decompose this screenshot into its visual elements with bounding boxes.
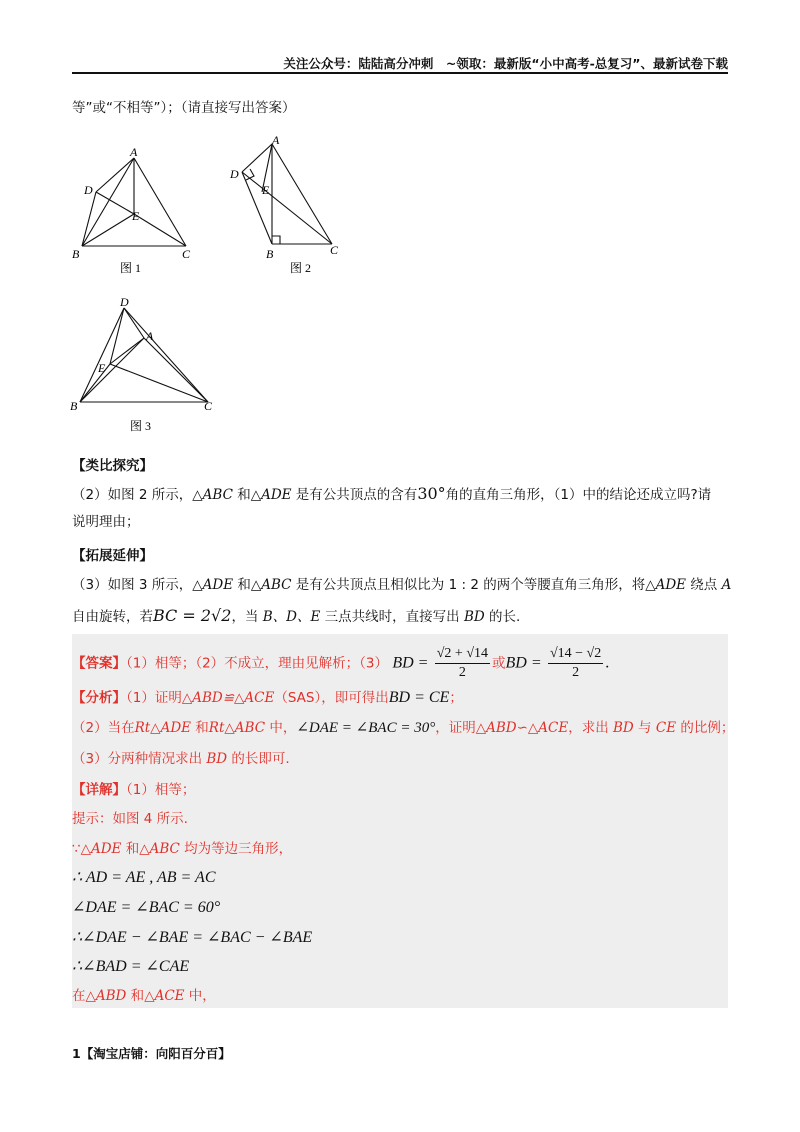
an-2g: ，证明 bbox=[435, 720, 476, 736]
an-2k: 与 bbox=[633, 720, 656, 736]
detail-0: （1）相等； bbox=[126, 782, 196, 798]
s1-and: 和 bbox=[232, 487, 251, 503]
detail-line6: ∴∠BAD = ∠CAE bbox=[72, 958, 190, 975]
d2b: △ADE bbox=[80, 841, 122, 857]
s2-bc: BC = 2√2 bbox=[153, 606, 232, 625]
d2a: ∵ bbox=[72, 841, 81, 857]
detail-line3: ∴ AD = AE , AB = AC bbox=[72, 869, 216, 886]
an-2l: CE bbox=[655, 720, 677, 736]
an-2m: 的比例； bbox=[676, 720, 735, 736]
frac1-numerator: √2 + √14 bbox=[435, 645, 490, 664]
s2-point-a: A bbox=[721, 577, 732, 593]
section-title-extension: 【拓展延伸】 bbox=[72, 548, 153, 564]
fig1-label-c: C bbox=[182, 247, 191, 261]
answer-tag: 【答案】 bbox=[72, 655, 126, 672]
detail-line4: ∠DAE = ∠BAC = 60° bbox=[72, 899, 221, 916]
s2-tri-abc: △ABC bbox=[250, 577, 292, 593]
answer-bd1: BD = bbox=[392, 654, 429, 672]
detail-line7 bbox=[72, 986, 216, 1006]
an-1b: △ABD≌△ACE bbox=[181, 690, 275, 706]
fig2-caption: 图 2 bbox=[290, 261, 312, 275]
detail-line5: ∴∠DAE − ∠BAE = ∠BAC − ∠BAE bbox=[72, 929, 313, 946]
an-2f: ∠DAE = ∠BAC = 30° bbox=[296, 720, 436, 736]
intro-line: 等”或“不相等”）；（请直接写出答案） bbox=[72, 100, 296, 116]
answer-end: . bbox=[605, 654, 610, 672]
fig1-label-d: D bbox=[84, 183, 93, 197]
fig2-label-c: C bbox=[330, 243, 339, 257]
d2d: △ABC bbox=[139, 841, 180, 857]
section2-line1 bbox=[72, 575, 731, 595]
s1-angle: 30° bbox=[417, 484, 446, 503]
section2-line2 bbox=[72, 606, 520, 627]
an-3c: 的长即可. bbox=[227, 751, 290, 767]
an-2b: Rt△ADE bbox=[134, 720, 191, 736]
an-3a: （3）分两种情况求出 bbox=[72, 751, 207, 767]
an-2h: △ABD∽△ACE bbox=[475, 720, 569, 736]
an-2i: ，求出 bbox=[568, 720, 614, 736]
fig3-label-d: D bbox=[120, 295, 129, 309]
detail-line1: 提示：如图 4 所示. bbox=[72, 811, 188, 827]
analysis-line1 bbox=[72, 688, 463, 708]
answer-bd2: BD = bbox=[505, 654, 542, 672]
fig3-label-e: E bbox=[98, 361, 106, 375]
detail-line0 bbox=[72, 780, 195, 800]
page-footer: 1【淘宝店铺：向阳百分百】 bbox=[72, 1046, 231, 1061]
s2-rot: 绕点 bbox=[686, 577, 722, 593]
fig2-label-a: A bbox=[272, 134, 280, 147]
s1-tri-ade: △ADE bbox=[250, 487, 292, 503]
analysis-tag: 【分析】 bbox=[72, 690, 126, 706]
an-1d: BD = CE bbox=[388, 689, 450, 706]
s2-free: 自由旋转，若 bbox=[72, 609, 153, 625]
an-2d: Rt△ABC bbox=[208, 720, 266, 736]
s2-bd: BD bbox=[463, 609, 485, 625]
s2-len: 的长. bbox=[484, 609, 521, 625]
page-header: 关注公众号：陆陆高分冲刺 ~领取：最新版“小中高考-总复习”、最新试卷下载 bbox=[283, 56, 728, 71]
answer-frac2 bbox=[548, 645, 603, 682]
fig3-label-c: C bbox=[204, 399, 213, 413]
an-2c: 和 bbox=[191, 720, 209, 736]
section-title-analogy: 【类比探究】 bbox=[72, 458, 153, 474]
fig1-label-b: B bbox=[72, 247, 80, 261]
d2c: 和 bbox=[121, 841, 140, 857]
fig1-label-a: A bbox=[130, 145, 138, 159]
answer-line bbox=[72, 645, 609, 681]
detail-tag: 【详解】 bbox=[72, 782, 126, 798]
s1-text: （2）如图 2 所示， bbox=[72, 487, 193, 503]
figure-3 bbox=[66, 294, 226, 436]
s2-tri-ade-2: △ADE bbox=[645, 577, 687, 593]
s2-tri-ade: △ADE bbox=[192, 577, 234, 593]
section1-line2: 说明理由； bbox=[72, 514, 140, 530]
fig3-label-b: B bbox=[70, 399, 78, 413]
an-1a: （1）证明 bbox=[126, 690, 182, 706]
fig1-label-e: E bbox=[132, 209, 140, 223]
section1-line1 bbox=[72, 484, 711, 505]
fig2-label-d: D bbox=[230, 167, 239, 181]
figure-2 bbox=[226, 134, 356, 280]
d2e: 均为等边三角形， bbox=[179, 841, 293, 857]
fig2-label-b: B bbox=[266, 247, 274, 261]
answer-text: （1）相等；（2）不成立，理由见解析；（3） bbox=[126, 655, 389, 672]
analysis-line3 bbox=[72, 749, 290, 769]
d7e: 中， bbox=[184, 988, 216, 1004]
header-rule bbox=[72, 72, 728, 74]
frac2-denominator: 2 bbox=[572, 665, 580, 680]
fig2-label-e: E bbox=[262, 183, 270, 197]
an-2a: （2）当在 bbox=[72, 720, 135, 736]
s1-tri-abc: △ABC bbox=[192, 487, 233, 503]
frac1-denominator: 2 bbox=[458, 665, 466, 680]
an-1e: ； bbox=[449, 690, 463, 706]
s1-rest: 角的直角三角形，（1）中的结论还成立吗?请 bbox=[445, 487, 712, 503]
s2-text: （3）如图 3 所示， bbox=[72, 577, 193, 593]
figure-1 bbox=[68, 140, 198, 280]
an-2e: 中， bbox=[265, 720, 297, 736]
s2-bde: B、D、E bbox=[262, 609, 321, 625]
answer-or: 或 bbox=[492, 655, 506, 672]
d7d: △ACE bbox=[144, 988, 185, 1004]
an-1c: （SAS），即可得出 bbox=[274, 690, 389, 706]
frac2-numerator: √14 − √2 bbox=[548, 645, 603, 664]
s1-desc: 是有公共顶点的含有 bbox=[291, 487, 418, 503]
s2-when: ，当 bbox=[231, 609, 263, 625]
answer-frac1 bbox=[435, 645, 490, 682]
fig1-caption: 图 1 bbox=[120, 261, 142, 275]
s2-desc: 是有公共顶点且相似比为 1 : 2 的两个等腰直角三角形，将 bbox=[291, 577, 646, 593]
d7b: △ABD bbox=[85, 988, 127, 1004]
d7a: 在 bbox=[72, 988, 86, 1004]
s2-collinear: 三点共线时，直接写出 bbox=[320, 609, 464, 625]
detail-line2 bbox=[72, 839, 292, 859]
fig3-caption: 图 3 bbox=[130, 419, 152, 433]
d7c: 和 bbox=[126, 988, 145, 1004]
an-2j: BD bbox=[613, 720, 634, 736]
analysis-line2 bbox=[72, 718, 734, 738]
s2-and: 和 bbox=[233, 577, 251, 593]
fig3-label-a: A bbox=[146, 329, 154, 343]
an-3b: BD bbox=[206, 751, 228, 767]
